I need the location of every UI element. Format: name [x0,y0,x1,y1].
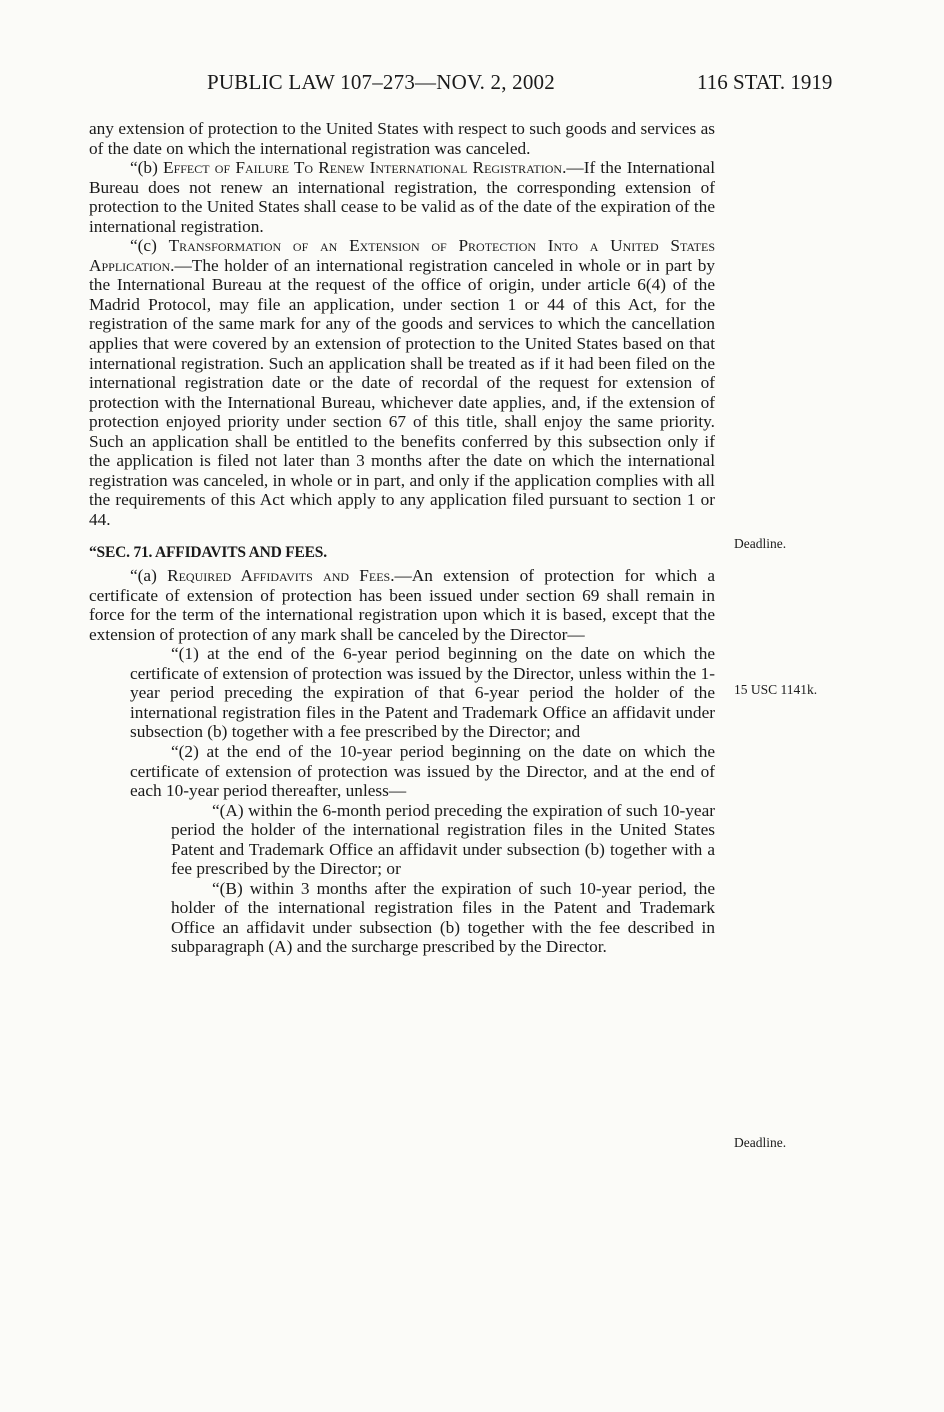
subsection-a-text: —An extension of protection for which a certificate of extension of protection has been issued under section 69 shall remain in force for the term of the international registration upon which it is based, except that the extension of protection of any mark shall be canceled by the Director— [89,566,715,644]
running-header-right: 116 STAT. 1919 [697,70,833,94]
subsection-c-label: “(c) [130,236,169,256]
paragraph-subsection-b [89,158,715,236]
paragraph-subsection-c [89,236,715,529]
running-header-left: PUBLIC LAW 107–273—NOV. 2, 2002 [207,70,555,94]
subsection-a-label: “(a) [130,566,168,586]
subsection-a-heading: Required Affidavits and Fees. [167,566,395,586]
subsection-b-label: “(b) [130,158,164,178]
main-text-column [89,119,715,957]
subsection-c-text: —The holder of an international registration canceled in whole or in part by the International Bureau at the request of the office of origin, under article 6(4) of the Madrid Protocol, may file an application, under section 1 or 44 of this Act, for the registration of the same mark for any of the goods and services to which the cancellation applies that were covered by an extension of protection to the United States based on that international registration. Such an application shall be treated as if it had been filed on the international registration date or the date of recordal of the request for extension of protection with the International Bureau, whichever date applies, and, if the extension of protection enjoyed priority under section 67 of this title, shall enjoy the same priority. Such an application shall be entitled to the benefits conferred by this subsection only if the application is filed not later than 3 months after the date on which the international registration was canceled, in whole or in part, and only if the application complies with all the requirements of this Act which apply to any application filed pursuant to section 1 or 44. [89,255,715,529]
margin-note-deadline: Deadline. [734,1135,787,1150]
subsection-b-heading: Effect of Failure To Renew International Registration. [163,158,567,178]
paragraph-item-B: “(B) within 3 months after the expiration of such 10-year period, the holder of the international registration files in the Patent and Trademark Office an affidavit under subsection (b) together with the fee described in subparagraph (A) and the surcharge prescribed by the Director. [171,878,715,957]
paragraph-continuation: any extension of protection to the United States with respect to such goods and services as of the date on which the international registration was canceled. [89,119,715,158]
margin-note-deadline: Deadline. [734,536,787,551]
paragraph-item-2: “(2) at the end of the 10-year period beginning on the date on which the certificate of extension of protection was issued by the Director, and at the end of each 10-year period thereafter, unless— [130,741,715,801]
paragraph-subsection-a [89,566,715,644]
subsection-b-text: —If the International Bureau does not renew an international registration, the corresponding extension of protection to the United States shall cease to be valid as of the date of the expiration of the international registration. [89,158,715,236]
section-71-heading: “SEC. 71. AFFIDAVITS AND FEES. [89,544,327,562]
subsection-c-heading: Transformation of an Extension of Protection Into a United States Application. [89,236,715,275]
margin-note-usc-citation: 15 USC 1141k. [734,682,818,697]
paragraph-item-A: “(A) within the 6-month period preceding the expiration of such 10-year period the holder of the international registration files in the United States Patent and Trademark Office an affidavit under subsection (b) together with a fee prescribed by the Director; or [171,800,715,879]
paragraph-item-1: “(1) at the end of the 6-year period beginning on the date on which the certificate of extension of protection was issued by the Director, unless within the 1-year period preceding the expiration of that 6-year period the holder of the international registration files in the Patent and Trademark Office an affidavit under subsection (b) together with a fee prescribed by the Director; and [130,644,715,742]
